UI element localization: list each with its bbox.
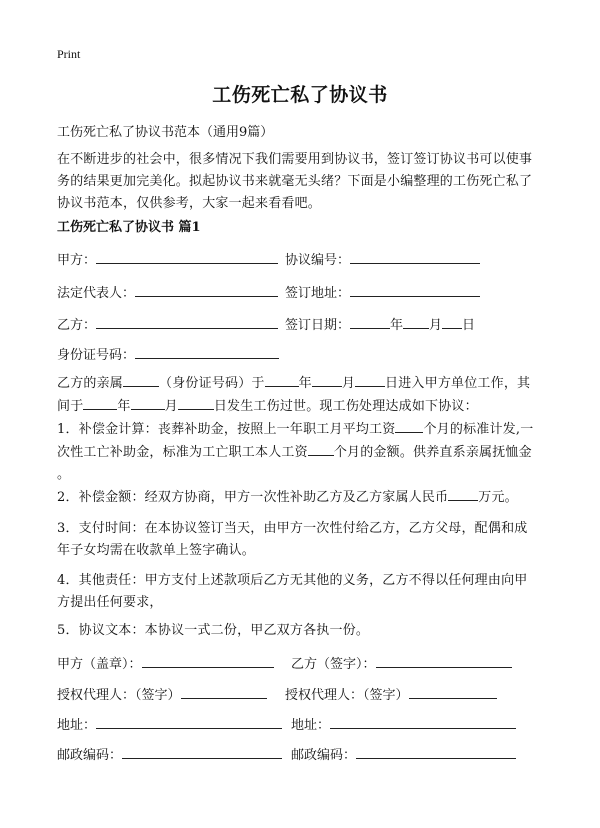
legal-rep-label: 法定代表人： <box>57 286 136 301</box>
print-link[interactable]: Print <box>57 47 81 61</box>
sign-place-blank[interactable] <box>350 282 480 297</box>
agreement-no-label: 协议编号： <box>285 253 351 268</box>
document-title: 工伤死亡私了协议书 <box>212 84 388 106</box>
id-no-blank[interactable] <box>135 344 279 359</box>
item-1-line-1: 1．补偿金计算：丧葬补助金，按照上一年职工月平均工资 个月的标准计发,一 <box>57 418 557 441</box>
address-b-blank[interactable] <box>330 714 516 729</box>
item-1 <box>57 418 557 486</box>
address-a-label: 地址： <box>57 718 97 733</box>
party-b-label: 乙方： <box>57 318 97 333</box>
row-postcode <box>57 744 577 764</box>
relative-line-1: 乙方的亲属 （身份证号码）于 年 月 日进入甲方单位工作，其 <box>57 372 557 395</box>
postcode-a-label: 邮政编码： <box>57 748 123 763</box>
sign-day-blank[interactable] <box>442 314 462 329</box>
intro-paragraph <box>57 149 557 215</box>
party-b-sign-blank[interactable] <box>376 653 512 668</box>
item-3-line-1: 3．支付时间：在本协议签订当天，由甲方一次性付给乙方，乙方父母，配偶和成 <box>57 521 528 536</box>
relative-paragraph <box>57 372 557 418</box>
address-b-label: 地址： <box>291 718 331 733</box>
sign-place-label: 签订地址： <box>285 286 351 301</box>
party-b-sign-label: 乙方（签字）： <box>291 657 376 672</box>
agent-a-blank[interactable] <box>181 684 267 699</box>
year-label: 年 <box>390 318 404 333</box>
party-b-blank[interactable] <box>96 314 278 329</box>
agent-a-label: 授权代理人：（签字） <box>57 688 181 703</box>
address-a-blank[interactable] <box>96 714 282 729</box>
intro-line-2: 务的结果更加完美化。拟起协议书来就毫无头绪？下面是小编整理的工伤死亡私了 <box>57 174 533 189</box>
intro-line-1: 在不断进步的社会中，很多情况下我们需要用到协议书，签订签订协议书可以使事 <box>57 152 533 167</box>
item-3 <box>57 518 557 562</box>
agent-b-label: 授权代理人：（签字） <box>285 688 409 703</box>
row-party-b <box>57 314 577 334</box>
injury-day-blank[interactable] <box>178 395 214 410</box>
injury-month-blank[interactable] <box>131 395 165 410</box>
injury-year-blank[interactable] <box>83 395 117 410</box>
document-subtitle: 工伤死亡私了协议书范本（通用9篇） <box>57 125 274 140</box>
party-a-label: 甲方： <box>57 253 97 268</box>
legal-rep-blank[interactable] <box>135 282 278 297</box>
row-party-a <box>57 249 577 269</box>
id-no-label: 身份证号码： <box>57 348 136 363</box>
entry-day-blank[interactable] <box>355 372 385 387</box>
item-4-line-1: 4．其他责任：甲方支付上述款项后乙方无其他的义务，乙方不得以任何理由向甲 <box>57 573 528 588</box>
row-agent <box>57 684 577 704</box>
intro-line-3: 协议书范本，仅供参考，大家一起来看看吧。 <box>57 196 322 211</box>
party-a-blank[interactable] <box>96 249 278 264</box>
item-4 <box>57 570 557 614</box>
postcode-b-blank[interactable] <box>356 744 516 759</box>
party-a-seal-blank[interactable] <box>142 653 274 668</box>
item-1-line-3: 。 <box>57 467 71 482</box>
item-2 <box>57 486 557 509</box>
row-legal-rep <box>57 282 577 302</box>
item-5 <box>57 620 557 642</box>
sign-month-blank[interactable] <box>403 314 429 329</box>
amount-blank[interactable] <box>448 486 478 501</box>
relative-name-blank[interactable] <box>123 372 159 387</box>
funeral-months-blank[interactable] <box>395 418 423 433</box>
item-1-line-2: 次性工亡补助金，标准为工亡职工本人工资 个月的金额。供养直系亲属抚恤金 <box>57 441 557 464</box>
sign-date-label: 签订日期： <box>285 318 351 333</box>
row-address <box>57 714 577 734</box>
sign-year-blank[interactable] <box>350 314 390 329</box>
death-subsidy-months-blank[interactable] <box>308 441 334 456</box>
entry-year-blank[interactable] <box>265 372 299 387</box>
relative-line-2: 间于 年 月 日发生工伤过世。现工伤处理达成如下协议： <box>57 395 557 418</box>
item-5-line-1: 5．协议文本：本协议一式二份，甲乙双方各执一份。 <box>57 623 370 638</box>
agent-b-blank[interactable] <box>409 684 497 699</box>
postcode-b-label: 邮政编码： <box>291 748 357 763</box>
item-2-line-1: 2．补偿金额：经双方协商，甲方一次性补助乙方及乙方家属人民币 万元。 <box>57 486 557 509</box>
day-label: 日 <box>462 318 476 333</box>
section-heading: 工伤死亡私了协议书 篇1 <box>57 220 201 235</box>
month-label: 月 <box>429 318 443 333</box>
row-seal <box>57 653 577 673</box>
party-a-seal-label: 甲方（盖章）： <box>57 657 142 672</box>
row-id-no <box>57 344 577 364</box>
agreement-no-blank[interactable] <box>350 249 480 264</box>
entry-month-blank[interactable] <box>312 372 342 387</box>
item-4-line-2: 方提出任何要求， <box>57 595 163 610</box>
postcode-a-blank[interactable] <box>122 744 282 759</box>
item-3-line-2: 年子女均需在收款单上签字确认。 <box>57 543 256 558</box>
